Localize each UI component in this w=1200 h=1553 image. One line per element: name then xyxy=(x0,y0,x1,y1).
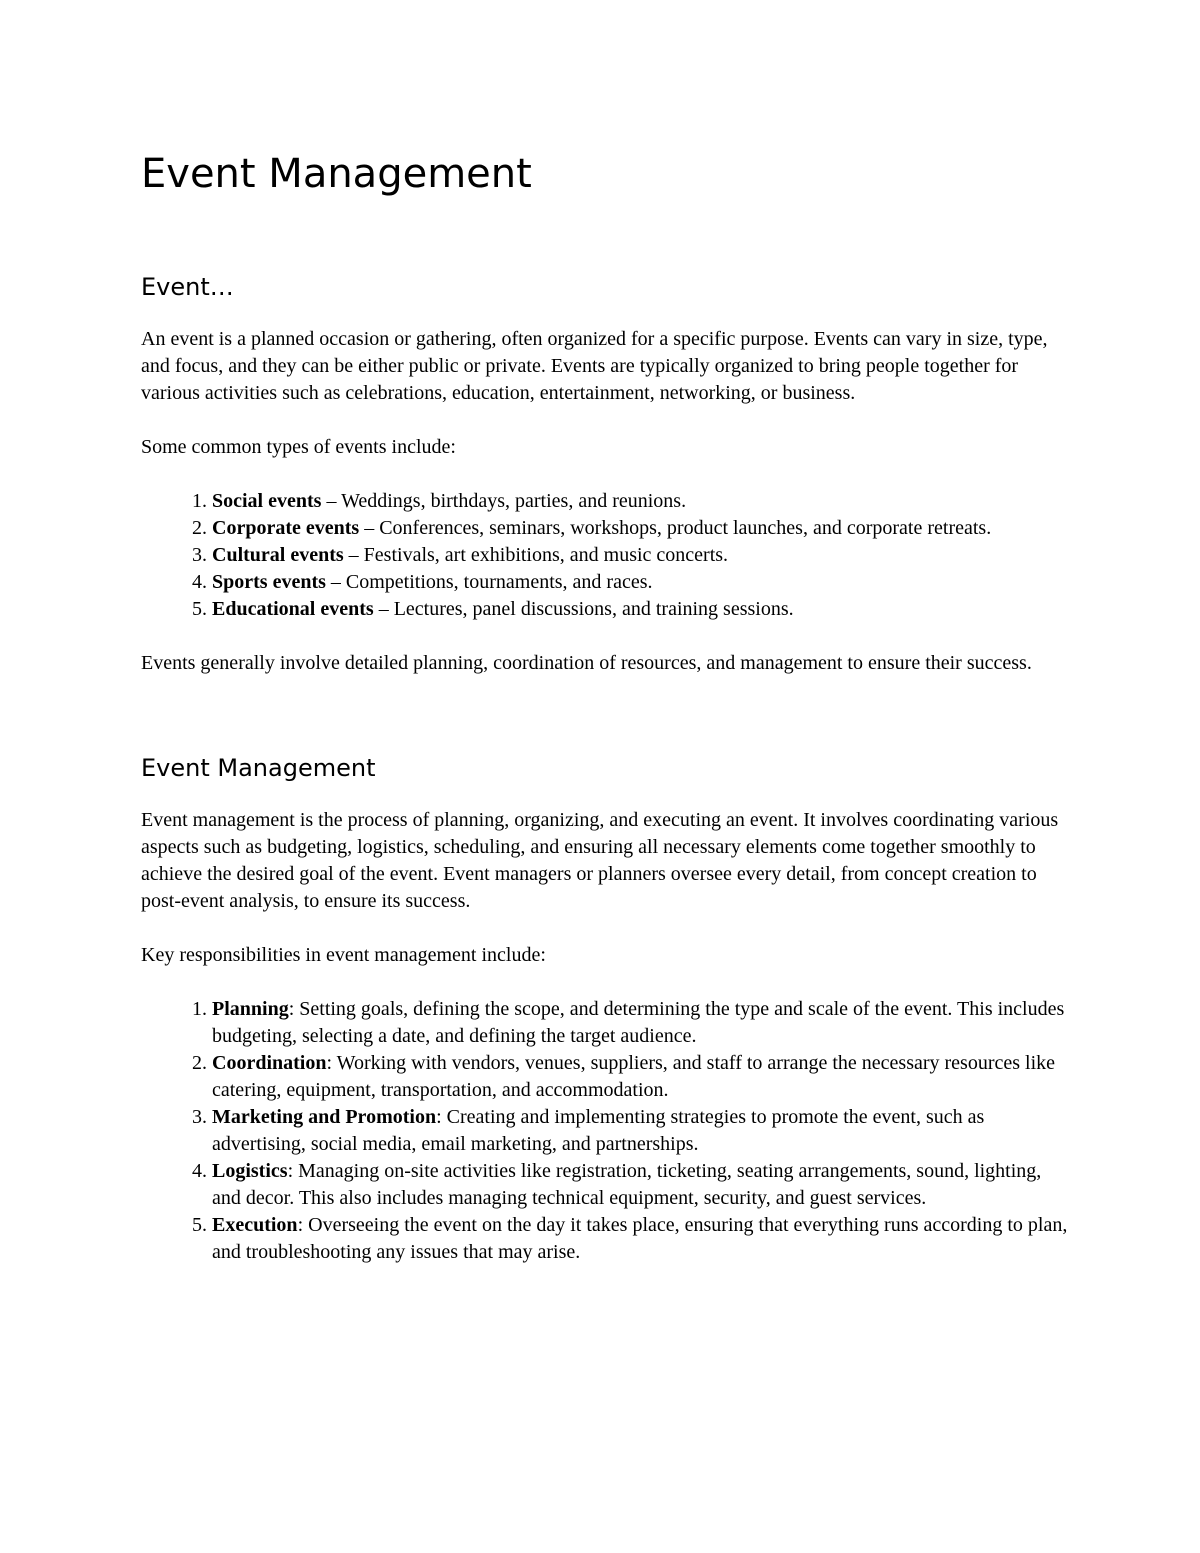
responsibilities-list xyxy=(141,996,1071,1266)
list-item-description: Festivals, art exhibitions, and music concerts. xyxy=(363,544,729,566)
list-item xyxy=(212,1212,1071,1266)
list-item xyxy=(212,1104,1071,1158)
list-item xyxy=(212,1050,1071,1104)
list-item xyxy=(212,515,1071,542)
event-closing-paragraph: Events generally involve detailed planning, coordination of resources, and management to ensure their success. xyxy=(141,652,1032,674)
list-item-description: Lectures, panel discussions, and training sessions. xyxy=(393,598,794,620)
list-item-term: Cultural events xyxy=(212,544,344,566)
list-item-separator: : xyxy=(436,1106,447,1128)
list-item-description: Weddings, birthdays, parties, and reunions. xyxy=(341,490,687,512)
list-item xyxy=(212,488,1071,515)
list-item xyxy=(212,596,1071,623)
list-item xyxy=(212,996,1071,1050)
event-management-intro-paragraph: Event management is the process of planning, organizing, and executing an event. It involves coordinating various aspects such as budgeting, logistics, scheduling, and ensuring all necessary elements come together smoothly to achieve the desired goal of the event. Event managers or planners oversee every detail, from concept creation to post-event analysis, to ensure its success. xyxy=(141,809,1059,912)
event-intro-paragraph: An event is a planned occasion or gathering, often organized for a specific purpose. Events can vary in size, type, and focus, and they can be either public or private. Events are typically organized to bring people together for various activities such as celebrations, education, entertainment, networking, or business. xyxy=(141,328,1048,404)
event-types-list xyxy=(141,488,1071,623)
responsibilities-intro: Key responsibilities in event management include: xyxy=(141,944,546,966)
list-item-term: Social events xyxy=(212,490,322,512)
list-item-term: Coordination xyxy=(212,1052,327,1074)
list-item-description: Working with vendors, venues, suppliers, and staff to arrange the necessary resources like catering, equipment, transportation, and accommodation. xyxy=(212,1052,1056,1101)
list-item-separator: : xyxy=(288,998,300,1020)
list-item-description: Setting goals, defining the scope, and determining the type and scale of the event. This includes budgeting, selecting a date, and defining the target audience. xyxy=(212,998,1065,1047)
list-item-description: Competitions, tournaments, and races. xyxy=(345,571,653,593)
list-item-separator: – xyxy=(325,571,346,593)
list-item-term: Execution xyxy=(212,1214,298,1236)
list-item-term: Logistics xyxy=(212,1160,288,1182)
list-item xyxy=(212,542,1071,569)
page-title: Event Management xyxy=(141,151,532,197)
list-item xyxy=(212,1158,1071,1212)
section-heading-event-management: Event Management xyxy=(141,754,376,782)
list-item-description: Conferences, seminars, workshops, product launches, and corporate retreats. xyxy=(379,517,992,539)
list-item-description: Creating and implementing strategies to promote the event, such as advertising, social media, email marketing, and partnerships. xyxy=(212,1106,985,1155)
list-item-separator: – xyxy=(321,490,342,512)
list-item xyxy=(212,569,1071,596)
list-item-separator: : xyxy=(287,1160,299,1182)
list-item-term: Planning xyxy=(212,998,289,1020)
section-heading-event: Event… xyxy=(141,273,234,301)
list-item-separator: – xyxy=(373,598,394,620)
event-types-intro: Some common types of events include: xyxy=(141,436,456,458)
list-item-term: Sports events xyxy=(212,571,326,593)
list-item-separator: – xyxy=(343,544,364,566)
list-item-term: Corporate events xyxy=(212,517,360,539)
list-item-term: Marketing and Promotion xyxy=(212,1106,437,1128)
list-item-separator: : xyxy=(326,1052,337,1074)
document-body xyxy=(141,146,1071,1266)
list-item-description: Managing on-site activities like registration, ticketing, seating arrangements, sound, lighting, and decor. This also includes managing technical equipment, security, and guest services. xyxy=(212,1160,1042,1209)
list-item-separator: : xyxy=(297,1214,309,1236)
list-item-description: Overseeing the event on the day it takes place, ensuring that everything runs according to plan, and troubleshooting any issues that may arise. xyxy=(212,1214,1068,1263)
list-item-term: Educational events xyxy=(212,598,374,620)
list-item-separator: – xyxy=(359,517,380,539)
